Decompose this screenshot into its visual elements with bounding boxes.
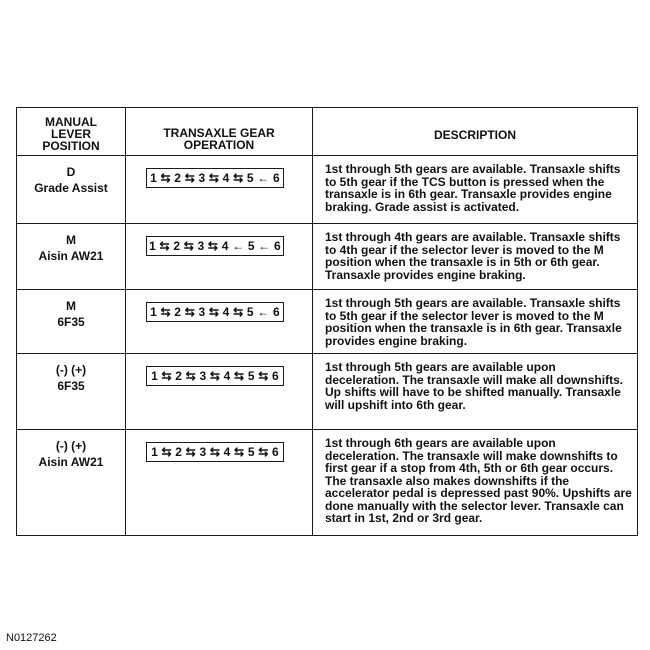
transaxle-table <box>16 107 638 536</box>
gear-sequence: 1 ⇆ 2 ⇆ 3 ⇆ 4 ⇆ 5 ← 6 <box>146 302 284 322</box>
gear-sequence: 1 ⇆ 2 ⇆ 3 ⇆ 4 ⇆ 5 ⇆ 6 <box>146 442 284 462</box>
gear-sequence: 1 ⇆ 2 ⇆ 3 ⇆ 4 ← 5 ← 6 <box>146 236 284 256</box>
table-header-row <box>17 108 638 156</box>
gear-operation-cell <box>126 290 313 354</box>
gear-operation-cell <box>126 354 313 430</box>
table-row <box>17 354 638 430</box>
table-row <box>17 290 638 354</box>
description: 1st through 5th gears are available. Transaxle shifts to 5th gear if the TCS button is pressed when the transaxle is in 6th gear. Transaxle provides engine braking. Grade assist is activated. <box>313 156 638 224</box>
gear-operation-cell <box>126 430 313 536</box>
figure-code: N0127262 <box>6 632 57 644</box>
lever-position: (-) (+) Aisin AW21 <box>17 430 126 536</box>
header-description: DESCRIPTION <box>313 108 638 156</box>
header-transaxle-gear-operation: TRANSAXLE GEAR OPERATION <box>126 108 313 156</box>
table-row <box>17 224 638 290</box>
description: 1st through 5th gears are available. Transaxle shifts to 5th gear if the selector lever is moved to the M position when the transaxle is in 6th gear. Transaxle provides engine braking. <box>313 290 638 354</box>
gear-operation-cell <box>126 224 313 290</box>
lever-position: (-) (+) 6F35 <box>17 354 126 430</box>
lever-position: D Grade Assist <box>17 156 126 224</box>
table-row <box>17 430 638 536</box>
gear-sequence: 1 ⇆ 2 ⇆ 3 ⇆ 4 ⇆ 5 ← 6 <box>146 168 284 188</box>
gear-sequence: 1 ⇆ 2 ⇆ 3 ⇆ 4 ⇆ 5 ⇆ 6 <box>146 366 284 386</box>
description: 1st through 6th gears are available upon deceleration. The transaxle will make downshifts to first gear if a stop from 4th, 5th or 6th gear occurs. The transaxle also makes downshifts if the accelerator pedal is depressed past 90%. Upshifts are done manually with the selector lever. Transaxle can start in 1st, 2nd or 3rd gear. <box>313 430 638 536</box>
header-manual-lever-position: MANUAL LEVER POSITION <box>17 108 126 156</box>
gear-operation-cell <box>126 156 313 224</box>
description: 1st through 5th gears are available upon deceleration. The transaxle will make all downshifts. Up shifts will have to be shifted manually. Transaxle will upshift into 6th gear. <box>313 354 638 430</box>
table-row <box>17 156 638 224</box>
lever-position: M Aisin AW21 <box>17 224 126 290</box>
description: 1st through 4th gears are available. Transaxle shifts to 4th gear if the selector lever is moved to the M position when the transaxle is in 5th or 6th gear. Transaxle provides engine braking. <box>313 224 638 290</box>
lever-position: M 6F35 <box>17 290 126 354</box>
